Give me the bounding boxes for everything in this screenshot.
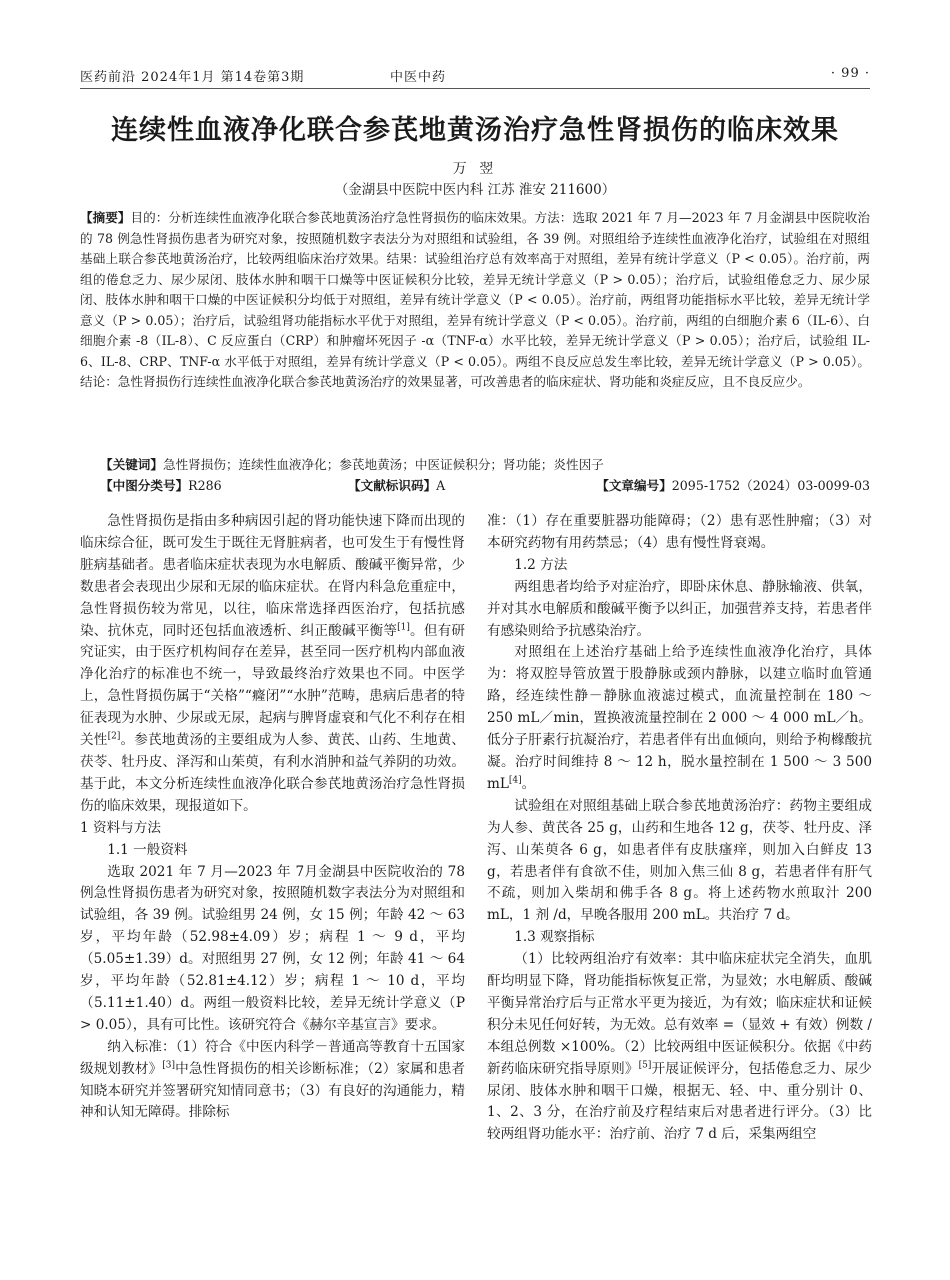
abstract-text: 目的：分析连续性血液净化联合参芪地黄汤治疗急性肾损伤的临床效果。方法：选取 2021 年 7 月—2023 年 7 月金湖县中医院收治的 78 例急性肾损伤患者为研究对象，按照随机数字表法分为对照组和试验组，各 39 例。对照组给予连续性血液净化治疗，试验组在对照组基础上联合参芪地黄汤治疗，比较两组临床治疗效果。结果：试验组治疗总有效率高于对照组，差异有统计学意义（P < 0.05）。治疗前，两组的倦怠乏力、尿少尿闭、肢体水肿和咽干口燥等中医证候积分比较，差异无统计学意义（P > 0.05）；治疗后，试验组倦怠乏力、尿少尿闭、肢体水肿和咽干口燥的中医证候积分均低于对照组，差异有统计学意义（P < 0.05）。治疗前，两组肾功能指标水平比较，差异无统计学意义（P > 0.05）；治疗后，试验组肾功能指标水平优于对照组，差异有统计学意义（P < 0.05）。治疗前，两组的白细胞介素 6（IL-6）、白细胞介素 -8（IL-8）、C 反应蛋白（CRP）和肿瘤坏死因子 -α（TNF-α）水平比较，差异无统计学意义（P > 0.05）；治疗后，试验组 IL-6、IL-8、CRP、TNF-α 水平低于对照组，差异有统计学意义（P < 0.05）。两组不良反应总发生率比较，差异无统计学意义（P > 0.05）。结论：急性肾损伤行连续性血液净化联合参芪地黄汤治疗的效果显著，可改善患者的临床症状、肾功能和炎症反应，且不良反应少。 bbox=[80, 210, 870, 389]
exclusion-paragraph: 准：（1）存在重要脏器功能障碍；（2）患有恶性肿瘤；（3）对本研究药物有用药禁忌；（4）患有慢性肾衰竭。 bbox=[487, 513, 872, 551]
doc-code: 【文献标识码】A bbox=[348, 478, 446, 493]
article-title: 连续性血液净化联合参芪地黄汤治疗急性肾损伤的临床效果 bbox=[111, 115, 839, 146]
abstract bbox=[80, 208, 870, 393]
affiliation: （金湖县中医院中医内科 江苏 淮安 211600） bbox=[334, 182, 616, 198]
subsection-heading-1-2: 1.2 方法 bbox=[514, 556, 568, 573]
page-number: · 99 · bbox=[830, 66, 870, 81]
classification-row bbox=[100, 476, 870, 496]
header-rule bbox=[80, 88, 870, 89]
citation-5: [5] bbox=[638, 1060, 652, 1071]
citation-2: [2] bbox=[107, 731, 121, 742]
citation-3: [3] bbox=[162, 1060, 176, 1071]
subsection-heading-1-1: 1.1 一般资料 bbox=[107, 841, 188, 858]
article-number: 【文章编号】2095-1752（2024）03-0099-03 bbox=[596, 478, 870, 493]
observation-paragraph: （1）比较两组治疗有效率：其中临床症状完全消失，血肌酐均明显下降，肾功能指标恢复正常，为显效；水电解质、酸碱平衡异常治疗后与正常水平更为接近，为有效；临床症状和证候积分未见任何好转，为无效。总有效率 =（显效 + 有效）例数 / 本组总例数 ×100%。（2）比较两组中医证候积分。依据《中药新药临床研究指导原则》[5]开展证候评分，包括倦怠乏力、尿少尿闭、肢体水肿和咽干口燥，根据无、轻、中、重分别计 0、1、2、3 分，在治疗前及疗程结束后对患者进行评分。（3）比较两组肾功能水平：治疗前、治疗 7 d 后，采集两组空 bbox=[487, 951, 873, 1143]
keywords-label: 【关键词】 bbox=[100, 457, 163, 472]
abstract-label: 【摘要】 bbox=[80, 210, 131, 225]
citation-4: [4] bbox=[508, 775, 522, 786]
journal-info: 医药前沿 2024年1月 第14卷第3期 bbox=[80, 70, 305, 85]
intro-paragraph: 急性肾损伤是指由多种病因引起的肾功能快速下降而出现的临床综合征，既可发生于既往无肾脏病者，也可发生于有慢性肾脏病基础者。患者临床症状表现为水电解质、酸碱平衡异常，少数患者会表现出少尿和无尿的临床症状。在肾内科急危重症中，急性肾损伤较为常见，以往，临床常选择西医治疗，包括抗感染、抗休克，同时还包括血液透析、纠正酸碱平衡等[1]。但有研究证实，由于医疗机构间存在差异，甚至同一医疗机构内部血液净化治疗的标准也不统一，导致最终治疗效果也不同。中医学上，急性肾损伤属于“关格”“癃闭”“水肿”范畴，患病后患者的特征表现为水肿、少尿或无尿，起病与脾肾虚衰和气化不利存在相关性[2]。参芪地黄汤的主要组成为人参、黄芪、山药、生地黄、茯苓、牡丹皮、泽泻和山茱萸，有利水消肿和益气养阴的功效。基于此，本文分析连续性血液净化联合参芪地黄汤治疗急性肾损伤的临床效果，现报道如下。 bbox=[80, 513, 466, 814]
method-paragraph-2: 对照组在上述治疗基础上给予连续性血液净化治疗，具体为：将双腔导管放置于股静脉或颈内静脉，以建立临时血管通路，经连续性静－静脉血液滤过模式，血流量控制在 180 ～ 250 mL／min，置换液流量控制在 2 000 ～ 4 000 mL／h。低分子肝素行抗凝治疗，若患者伴有出血倾向，则给予枸橼酸抗凝。治疗时间维持 8 ～ 12 h，脱水量控制在 1 500 ～ 3 500 mL[4]。 bbox=[487, 644, 872, 792]
keywords bbox=[100, 455, 870, 475]
body-column-left bbox=[80, 511, 465, 1124]
citation-1: [1] bbox=[397, 622, 410, 632]
general-data-paragraph: 选取 2021 年 7 月—2023 年 7月金湖县中医院收治的 78 例急性肾损伤患者为研究对象，按照随机数字表法分为对照组和试验组，各 39 例。试验组男 24 例，女 15 例；年龄 42 ～ 63 岁，平均年龄（52.98±4.09）岁；病程 1 ～ 9 d，平均（5.05±1.39）d。对照组男 27 例，女 12 例；年龄 41 ～ 64 岁，平均年龄（52.81±4.12）岁；病程 1 ～ 10 d，平均（5.11±1.40）d。两组一般资料比较，差异无统计学意义（P > 0.05），具有可比性。该研究符合《赫尔辛基宣言》要求。 bbox=[80, 863, 465, 1033]
subsection-heading-1-3: 1.3 观察指标 bbox=[514, 929, 595, 946]
method-paragraph-3: 试验组在对照组基础上联合参芪地黄汤治疗：药物主要组成为人参、黄芪各 25 g，山药和生地各 12 g，茯苓、牡丹皮、泽泻、山茱萸各 6 g，如患者伴有皮肤瘙痒，则加入白鲜皮 13 g，若患者伴有食欲不佳，则加入焦三仙 8 g，若患者伴有肝气不疏，则加入柴胡和佛手各 8 g。将上述药物水煎取汁 200 mL，1 剂 /d，早晚各服用 200 mL。共治疗 7 d。 bbox=[487, 797, 872, 924]
running-header bbox=[80, 60, 870, 86]
body-column-right bbox=[487, 511, 872, 1146]
section-name: 中医中药 bbox=[390, 70, 447, 85]
section-heading-1: 1 资料与方法 bbox=[80, 819, 161, 836]
clc-code: 【中图分类号】R286 bbox=[100, 478, 222, 493]
inclusion-paragraph: 纳入标准：（1）符合《中医内科学－普通高等教育十五国家级规划教材》[3]中急性肾损伤的相关诊断标准；（2）家属和患者知晓本研究并签署研究知情同意书；（3）有良好的沟通能力，精神和认知无障碍。排除标 bbox=[80, 1038, 466, 1121]
keywords-text: 急性肾损伤；连续性血液净化；参芪地黄汤；中医证候积分；肾功能；炎性因子 bbox=[162, 457, 604, 472]
method-paragraph-1: 两组患者均给予对症治疗，即卧床休息、静脉输液、供氧，并对其水电解质和酸碱平衡予以纠正，加强营养支持，若患者伴有感染则给予抗感染治疗。 bbox=[487, 578, 872, 639]
author: 万 翌 bbox=[452, 161, 498, 177]
